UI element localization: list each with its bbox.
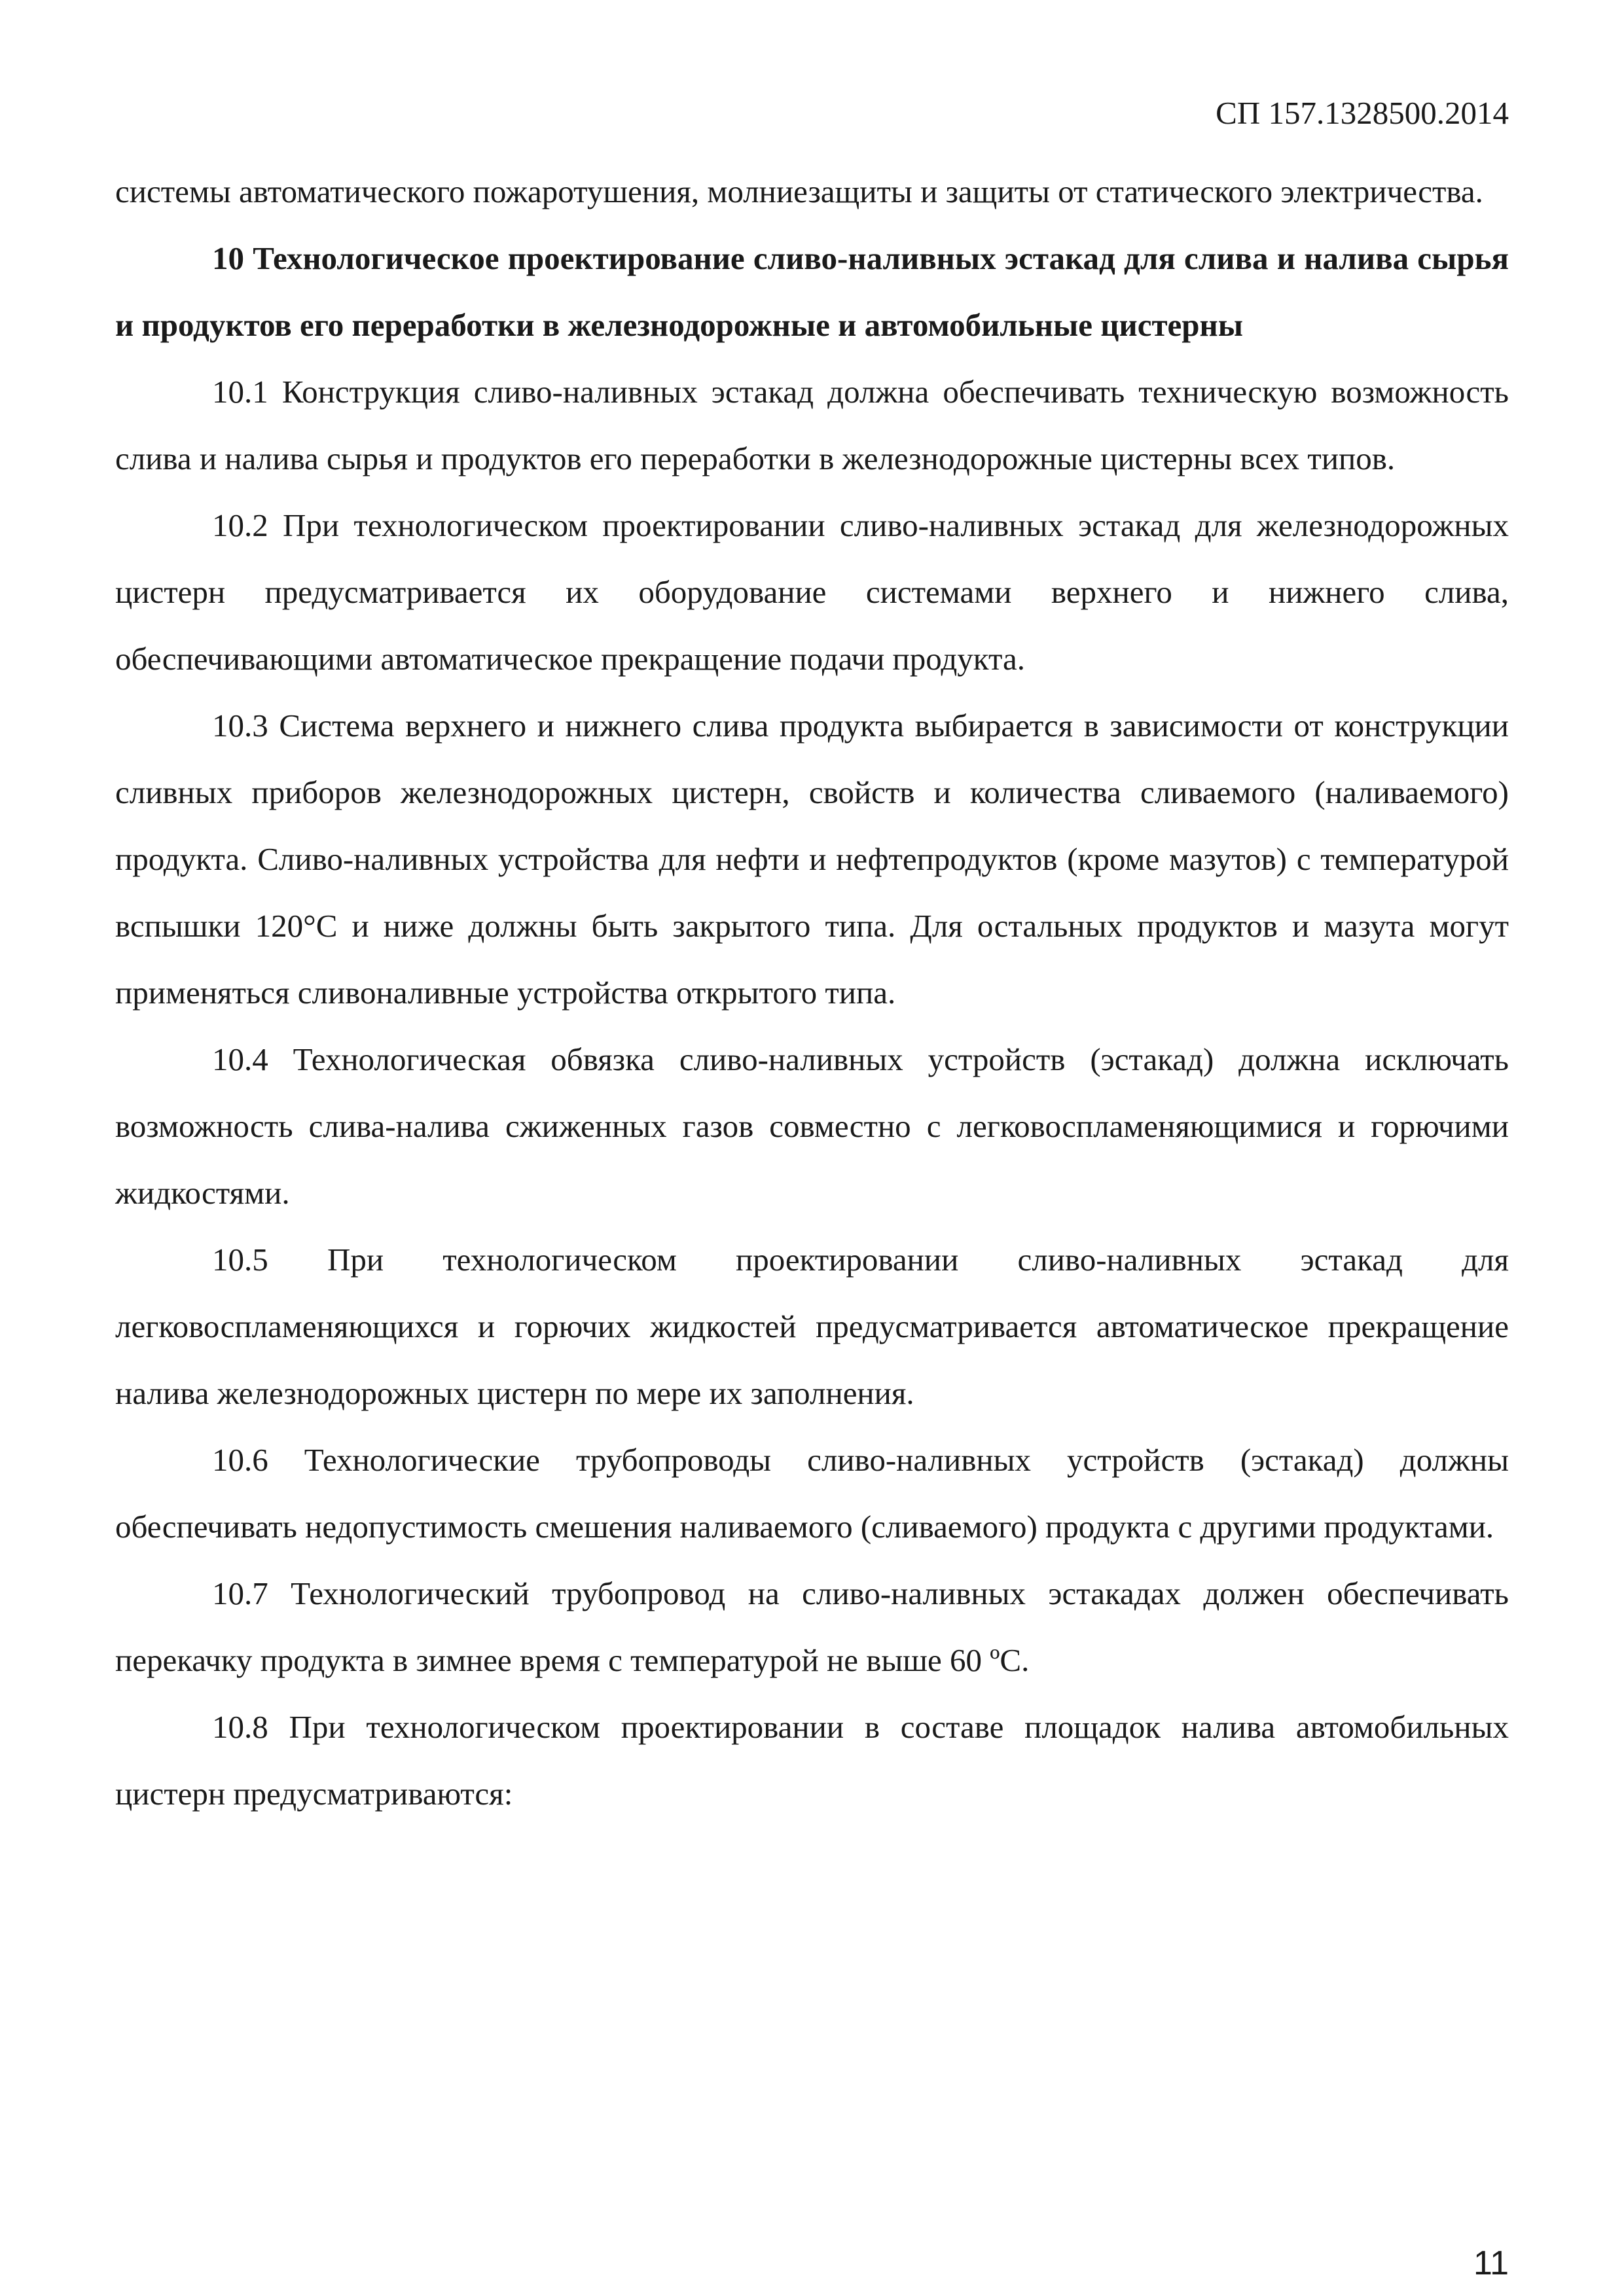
- paragraph-10-3: 10.3 Система верхнего и нижнего слива продукта выбирается в зависимости от конструкции сливных приборов железнодорожных цистерн, свойств и количества сливаемого (наливаемого) продукта. Сливо-наливных устройства для нефти и нефтепродуктов (кроме мазутов) с температурой вспышки 120°С и ниже должны быть закрытого типа. Для остальных продуктов и мазута могут применяться сливоналивные устройства открытого типа.: [115, 708, 1509, 1011]
- section-heading: 10 Технологическое проектирование сливо-наливных эстакад для слива и налива сырья и продуктов его переработки в железнодорожные и автомобильные цистерны: [115, 240, 1509, 343]
- paragraph-10-5: 10.5 При технологическом проектировании сливо-наливных эстакад для легковоспламеняющихся и горючих жидкостей предусматривается автоматическое прекращение налива железнодорожных цистерн по мере их заполнения.: [115, 1242, 1509, 1411]
- paragraph-10-4: 10.4 Технологическая обвязка сливо-наливных устройств (эстакад) должна исключать возможность слива-налива сжиженных газов совместно с легковоспламеняющимися и горючими жидкостями.: [115, 1041, 1509, 1211]
- paragraph-10-8: 10.8 При технологическом проектировании в составе площадок налива автомобильных цистерн предусматриваются:: [115, 1709, 1509, 1812]
- page-number: 11: [1473, 2244, 1509, 2282]
- continuation-paragraph: системы автоматического пожаротушения, молниезащиты и защиты от статического электричества.: [115, 173, 1483, 209]
- document-code: СП 157.1328500.2014: [1216, 95, 1509, 131]
- paragraph-10-7: 10.7 Технологический трубопровод на сливо-наливных эстакадах должен обеспечивать перекачку продукта в зимнее время с температурой не выше 60 ºС.: [115, 1575, 1509, 1678]
- paragraph-10-1: 10.1 Конструкция сливо-наливных эстакад должна обеспечивать техническую возможность слива и налива сырья и продуктов его переработки в железнодорожные цистерны всех типов.: [115, 374, 1509, 476]
- document-body: [115, 158, 1509, 1827]
- paragraph-10-2: 10.2 При технологическом проектировании сливо-наливных эстакад для железнодорожных цистерн предусматривается их оборудование системами верхнего и нижнего слива, обеспечивающими автоматическое прекращение подачи продукта.: [115, 507, 1509, 677]
- paragraph-10-6: 10.6 Технологические трубопроводы сливо-наливных устройств (эстакад) должны обеспечивать недопустимость смешения наливаемого (сливаемого) продукта с другими продуктами.: [115, 1442, 1509, 1545]
